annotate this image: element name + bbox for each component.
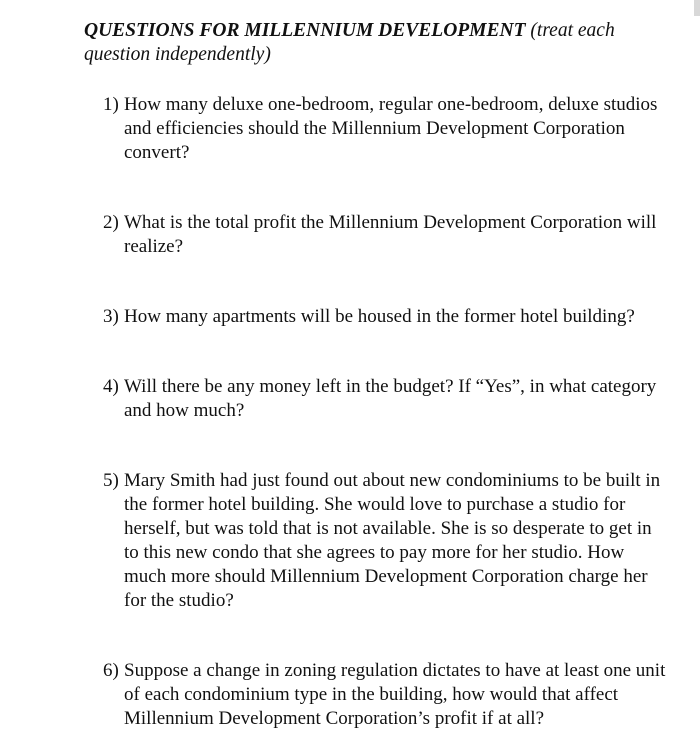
question-5 [103,469,668,613]
page-edge-mark [694,0,700,16]
question-2 [103,211,668,259]
question-number: 1) [103,94,119,115]
question-text: How many apartments will be housed in the former hotel building? [124,306,635,327]
question-6 [103,659,668,731]
question-4 [103,375,668,423]
question-number: 4) [103,376,119,397]
title-bold-text: QUESTIONS FOR MILLENNIUM DEVELOPMENT [84,20,526,41]
question-number: 5) [103,470,119,491]
question-text: Will there be any money left in the budget? If “Yes”, in what category and how much? [124,376,657,421]
question-text: Suppose a change in zoning regulation dictates to have at least one unit of each condominium type in the building, how would that affect Millennium Development Corporation’s profit if at all? [124,660,666,729]
question-list [103,93,668,731]
question-1 [103,93,668,165]
question-number: 3) [103,306,119,327]
question-number: 2) [103,212,119,233]
question-text: How many deluxe one-bedroom, regular one-bedroom, deluxe studios and efficiencies should the Millennium Development Corporation convert? [124,94,658,163]
question-3 [103,305,668,329]
page-title [84,19,644,67]
question-text: Mary Smith had just found out about new condominiums to be built in the former hotel building. She would love to purchase a studio for herself, but was told that is not available. She is so desperate to get in to this new condo that she agrees to pay more for her studio. How much more should Millennium Development Corporation charge her for the studio? [124,470,661,611]
question-number: 6) [103,660,119,681]
title-note-text: (treat each question independently) [84,20,615,65]
question-text: What is the total profit the Millennium Development Corporation will realize? [124,212,657,257]
